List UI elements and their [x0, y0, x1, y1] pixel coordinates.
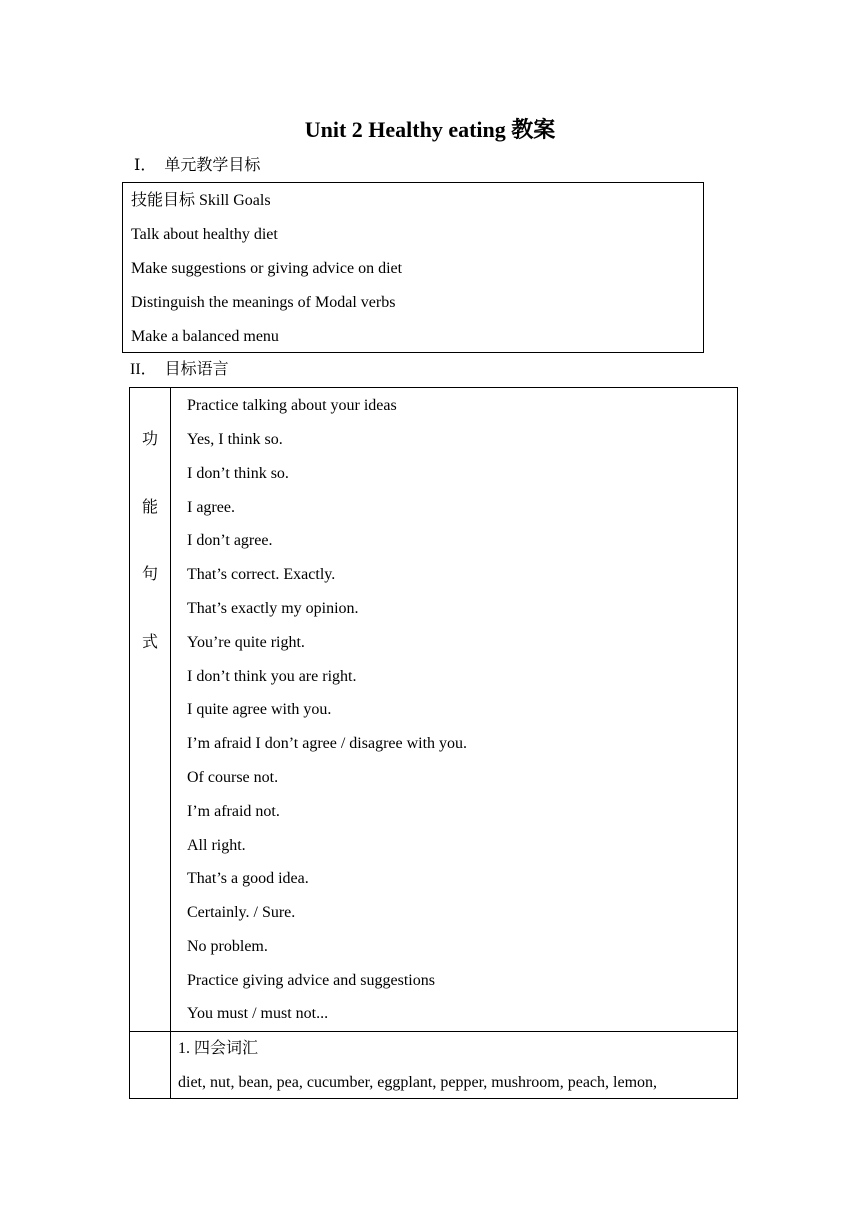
- goal-line: Make a balanced menu: [131, 328, 279, 345]
- function-sentence: Practice talking about your ideas: [187, 397, 397, 414]
- vocab-heading: 1. 四会词汇: [178, 1040, 259, 1057]
- function-label-char: 功: [141, 431, 158, 448]
- function-label-char: 能: [141, 499, 158, 516]
- function-sentence: You’re quite right.: [187, 634, 305, 651]
- function-sentence: Yes, I think so.: [187, 431, 283, 448]
- function-sentence: I’m afraid not.: [187, 803, 280, 820]
- section-2-heading: II． 目标语言: [130, 361, 229, 378]
- skill-goals-box: [122, 182, 704, 353]
- goal-line: Talk about healthy diet: [131, 226, 278, 243]
- column-divider: [170, 388, 171, 1098]
- function-sentence: Of course not.: [187, 769, 279, 786]
- function-sentence: I agree.: [187, 499, 235, 516]
- function-sentence: I don’t agree.: [187, 532, 273, 549]
- goal-line: Distinguish the meanings of Modal verbs: [131, 294, 396, 311]
- vocab-words: diet, nut, bean, pea, cucumber, eggplant, pepper, mushroom, peach, lemon,: [178, 1074, 658, 1091]
- goal-line: 技能目标 Skill Goals: [131, 192, 271, 209]
- row-divider: [130, 1031, 737, 1032]
- function-label-char: 式: [141, 634, 158, 651]
- function-sentence: Certainly. / Sure.: [187, 904, 296, 921]
- function-sentence: That’s exactly my opinion.: [187, 600, 359, 617]
- function-sentence: That’s a good idea.: [187, 870, 309, 887]
- function-sentence: I don’t think you are right.: [187, 668, 357, 685]
- target-language-table: [129, 387, 738, 1099]
- document-title: Unit 2 Healthy eating 教案: [304, 117, 556, 142]
- goal-line: Make suggestions or giving advice on diet: [131, 260, 403, 277]
- function-sentence: No problem.: [187, 938, 268, 955]
- function-sentence: I’m afraid I don’t agree / disagree with you.: [187, 735, 468, 752]
- function-sentence: All right.: [187, 837, 246, 854]
- function-sentence: Practice giving advice and suggestions: [187, 972, 435, 989]
- function-sentence: I don’t think so.: [187, 465, 289, 482]
- section-1-heading: Ⅰ． 单元教学目标: [134, 157, 261, 174]
- function-sentence: You must / must not...: [187, 1005, 329, 1022]
- function-label-char: 句: [141, 566, 158, 583]
- function-sentence: That’s correct. Exactly.: [187, 566, 336, 583]
- function-sentence: I quite agree with you.: [187, 701, 332, 718]
